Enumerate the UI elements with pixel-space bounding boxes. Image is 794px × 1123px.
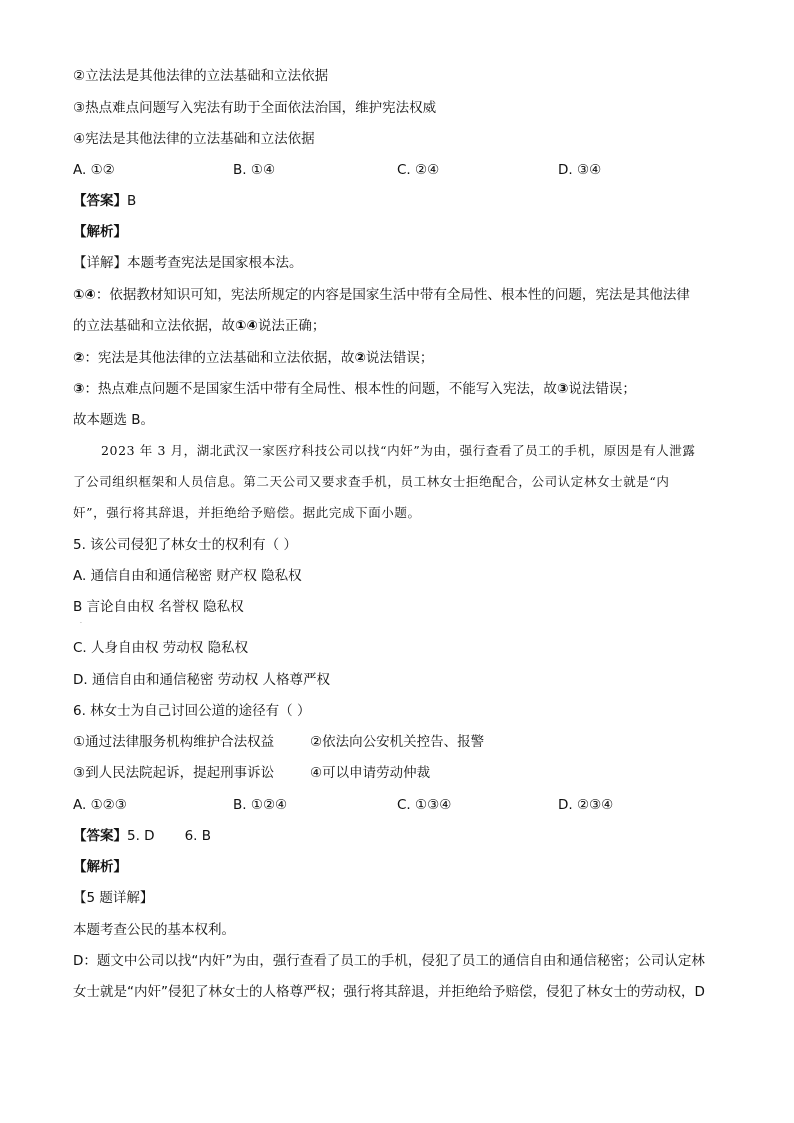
q4-conclusion: 故本题选 B。	[73, 412, 155, 428]
passage-line-2: 了公司组织框架和人员信息。第二天公司又要求查手机，员工林女士拒绝配合，公司认定林女士就是“内	[73, 474, 670, 489]
passage-line-3: 奸”，强行将其辞退，并拒绝给予赔偿。据此完成下面小题。	[73, 505, 421, 520]
q5-option-c: C. 人身自由权 劳动权 隐私权	[73, 640, 249, 656]
q4-answer-line	[73, 191, 136, 211]
q6-item-3: ③到人民法院起诉，提起刑事诉讼	[73, 765, 275, 781]
q56-answer-line	[73, 826, 211, 846]
point-3-inline-tag: ③	[556, 381, 569, 397]
point-3-tag: ③	[73, 381, 85, 397]
q5-option-a: A. 通信自由和通信秘密 财产权 隐私权	[73, 568, 302, 584]
point-2-tag: ②	[73, 350, 85, 366]
detail-5-tag: 【5 题详解】	[73, 890, 154, 906]
point-3-text-a: ：热点难点问题不是国家生活中带有全局性、根本性的问题，不能写入宪法，故	[84, 381, 557, 397]
passage-line-1: 2023 年 3 月，湖北武汉一家医疗科技公司以找“内奸”为由，强行查看了员工的手机，原因是有人泄露	[101, 443, 696, 458]
point-2-inline-tag: ②	[354, 350, 366, 366]
point-3-text-b: 说法错误；	[568, 381, 636, 397]
q4-item-4: ④宪法是其他法律的立法基础和立法依据	[73, 131, 315, 147]
q4-item-2: ②立法法是其他法律的立法基础和立法依据	[73, 68, 329, 84]
analysis-tag-56: 【解析】	[73, 859, 127, 875]
q5-option-b: B 言论自由权 名誉权 隐私权	[73, 599, 244, 615]
analysis-tag: 【解析】	[73, 224, 127, 240]
point-1-cont-b: 说法正确；	[257, 318, 326, 334]
q5-stem: 5. 该公司侵犯了林女士的权利有（ ）	[73, 537, 297, 553]
detail-5-intro: 本题考查公民的基本权利。	[73, 922, 235, 938]
detail-tag: 【详解】	[73, 255, 127, 271]
stray-dot: ·	[80, 620, 82, 627]
q4-point-1-cont	[73, 316, 325, 336]
q4-item-3: ③热点难点问题写入宪法有助于全面依法治国，维护宪法权威	[73, 100, 437, 116]
q6-option-c: C. ①③④	[397, 797, 452, 813]
q6-item-1: ①通过法律服务机构维护合法权益	[73, 734, 275, 750]
q5-option-d: D. 通信自由和通信秘密 劳动权 人格尊严权	[73, 672, 331, 688]
q6-item-2: ②依法向公安机关控告、报警	[310, 734, 485, 750]
q6-item-4: ④可以申请劳动仲裁	[310, 765, 431, 781]
q4-point-3	[73, 379, 636, 399]
q4-option-c: C. ②④	[397, 162, 440, 178]
answer-tag: 【答案】	[73, 193, 127, 209]
answer-value: B	[127, 193, 137, 209]
q4-option-a: A. ①②	[73, 162, 115, 178]
point-1-cont-tag: ①④	[235, 318, 258, 334]
q4-option-d: D. ③④	[558, 162, 602, 178]
q4-detail-line	[73, 253, 303, 273]
q6-option-d: D. ②③④	[558, 797, 614, 813]
q6-option-b: B. ①②④	[233, 797, 288, 813]
point-1-cont-a: 的立法基础和立法依据，故	[73, 318, 235, 334]
q4-point-1	[73, 285, 690, 305]
detail-5-line-1: D：题文中公司以找“内奸”为由，强行查看了员工的手机，侵犯了员工的通信自由和通信秘密；公司认定林	[73, 953, 705, 969]
q6-option-a: A. ①②③	[73, 797, 127, 813]
answer-6: 6. B	[184, 828, 212, 844]
point-1-text: ：依据教材知识可知，宪法所规定的内容是国家生活中带有全局性、根本性的问题，宪法是其他法律	[95, 287, 690, 303]
detail-5-line-2: 女士就是“内奸”侵犯了林女士的人格尊严权；强行将其辞退，并拒绝给予赔偿，侵犯了林女士的劳动权，D	[73, 984, 705, 1000]
answer-5: 5. D	[127, 828, 155, 844]
answer-tag-56: 【答案】	[73, 828, 127, 844]
point-2-text-a: ：宪法是其他法律的立法基础和立法依据，故	[84, 350, 355, 366]
point-2-text-b: 说法错误；	[365, 350, 434, 366]
q4-option-b: B. ①④	[233, 162, 276, 178]
detail-text: 本题考查宪法是国家根本法。	[127, 255, 303, 271]
point-1-tag: ①④	[73, 287, 96, 303]
q4-point-2	[73, 348, 433, 368]
q6-stem: 6. 林女士为自己讨回公道的途径有（ ）	[73, 703, 311, 719]
